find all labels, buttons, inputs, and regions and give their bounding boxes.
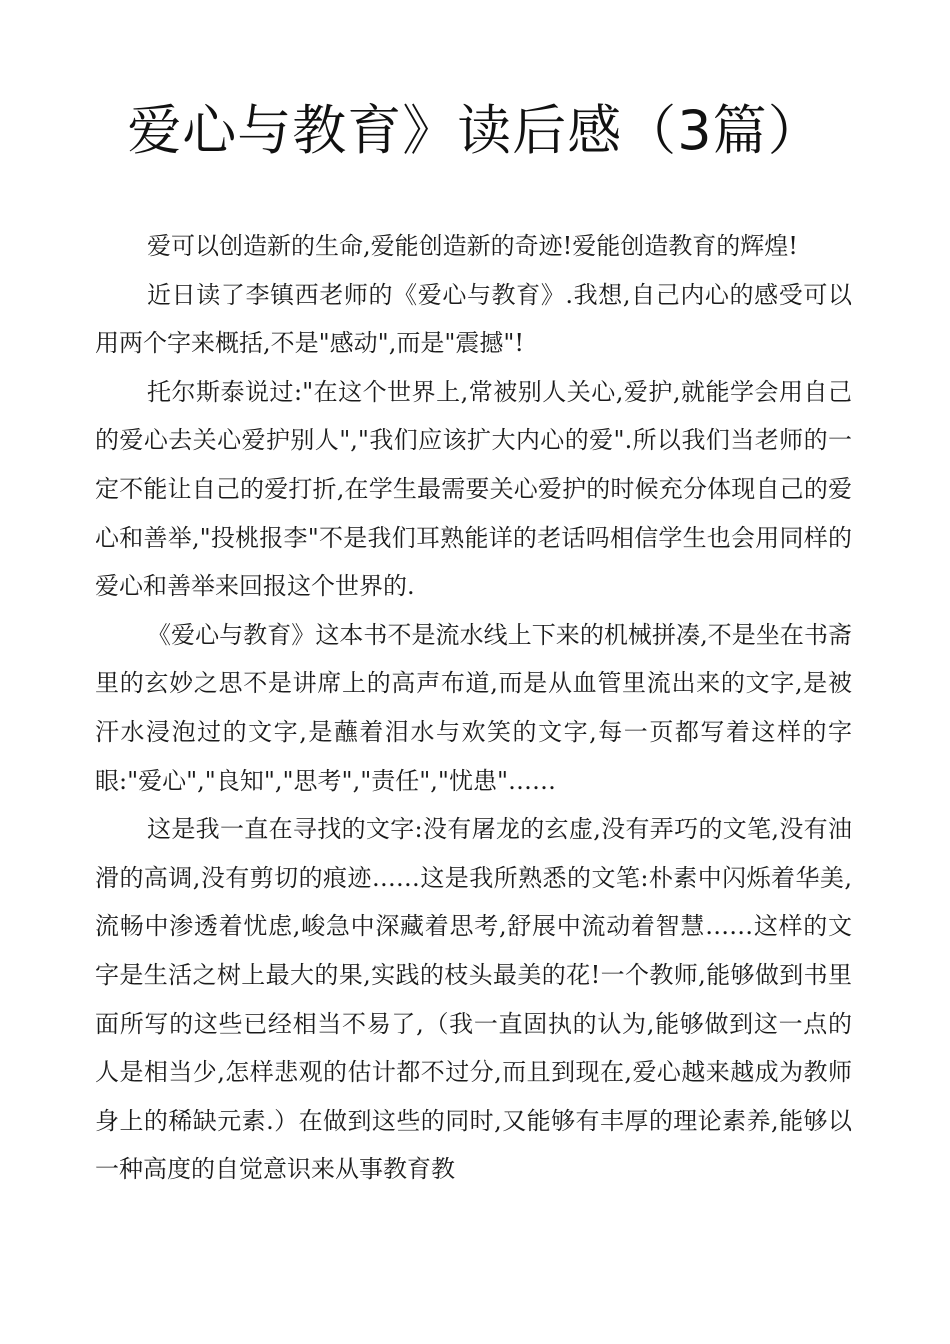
paragraph-1: 爱可以创造新的生命,爱能创造新的奇迹!爱能创造教育的辉煌! bbox=[147, 232, 798, 260]
document-body bbox=[95, 222, 852, 1194]
paragraph-3: 托尔斯泰说过:"在这个世界上,常被别人关心,爱护,就能学会用自己的爱心去关心爱护别人","我们应该扩大内心的爱".所以我们当老师的一定不能让自己的爱打折,在学生最需要关心爱护的时候充分体现自己的爱心和善举,"投桃报李"不是我们耳熟能详的老话吗相信学生也会用同样的爱心和善举来回报这个世界的. bbox=[95, 377, 852, 601]
paragraph-4: 《爱心与教育》这本书不是流水线上下来的机械拼凑,不是坐在书斋里的玄妙之思不是讲席上的高声布道,而是从血管里流出来的文字,是被汗水浸泡过的文字,是蘸着泪水与欢笑的文字,每一页都写着这样的字眼:"爱心","良知","思考","责任","忧患"…… bbox=[95, 620, 852, 795]
paragraph-2: 近日读了李镇西老师的《爱心与教育》.我想,自己内心的感受可以用两个字来概括,不是"感动",而是"震撼"! bbox=[95, 280, 852, 358]
paragraph-5: 这是我一直在寻找的文字:没有屠龙的玄虚,没有弄巧的文笔,没有油滑的高调,没有剪切的痕迹……这是我所熟悉的文笔:朴素中闪烁着华美,流畅中渗透着忧虑,峻急中深藏着思考,舒展中流动着智慧……这样的文字是生活之树上最大的果,实践的枝头最美的花!一个教师,能够做到书里面所写的这些已经相当不易了,（我一直固执的认为,能够做到这一点的人是相当少,怎样悲观的估计都不过分,而且到现在,爱心越来越成为教师身上的稀缺元素.）在做到这些的同时,又能够有丰厚的理论素养,能够以一种高度的自觉意识来从事教育教 bbox=[95, 815, 852, 1184]
document-title: 爱心与教育》读后感（3篇） bbox=[127, 99, 823, 162]
